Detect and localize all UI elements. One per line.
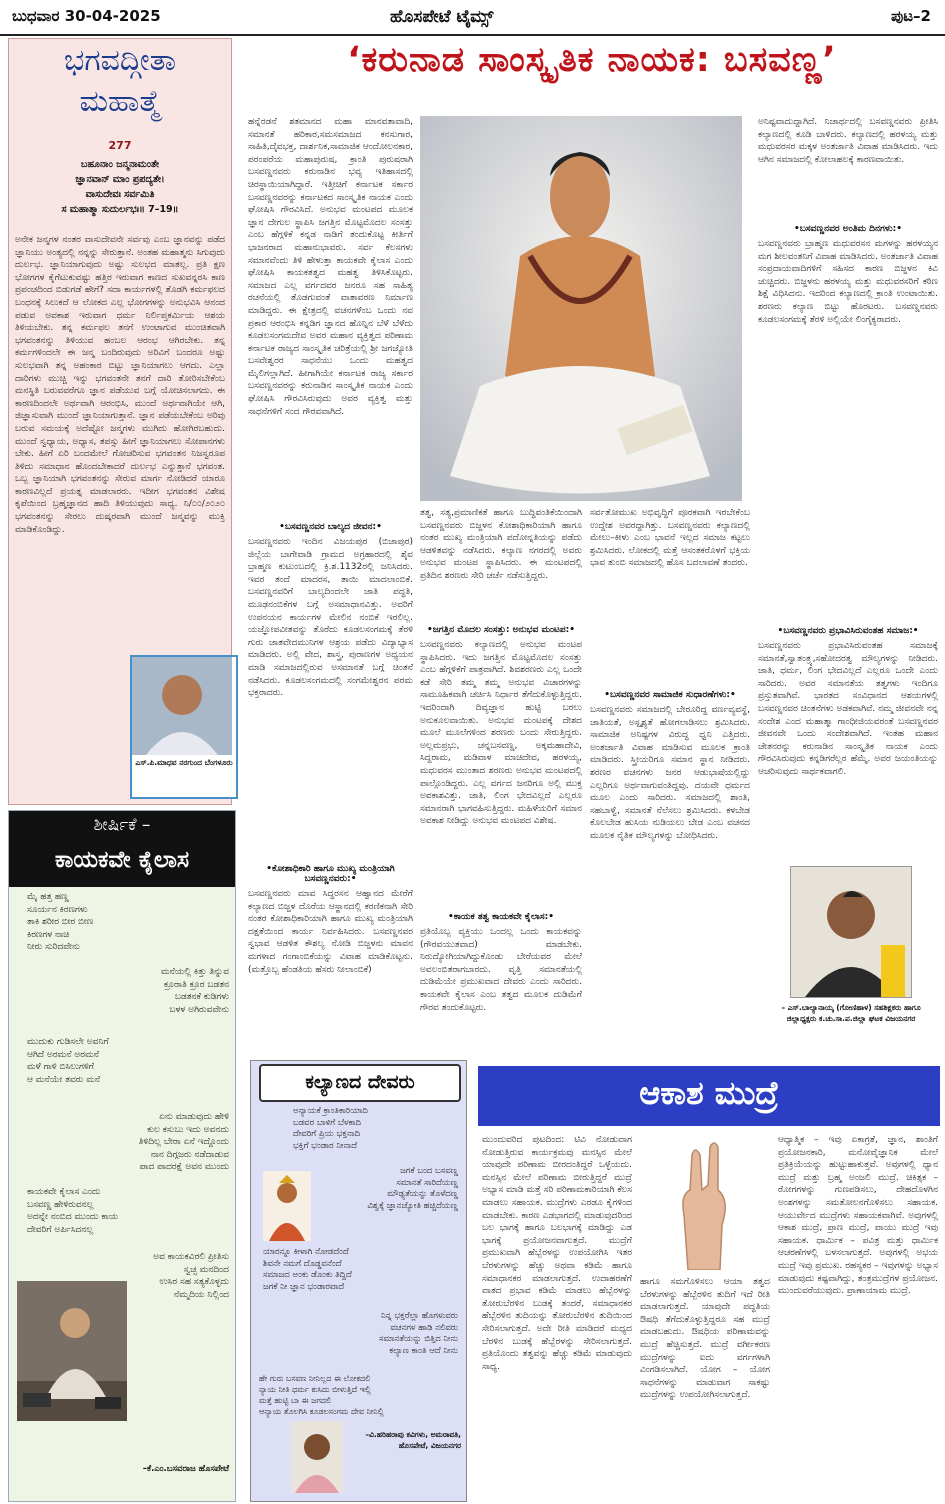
poem-stanza-3: ಮುದುಕು ಗುಡಿಸಲೇ ಅವನಿಗೆ ಆಗಿದೆ ಅರಮನೆ ಅರಮನೆ ಮಳೆ ಗಾಳಿ ಬಿಸಿಲುಗಳಿಗೆ ಆ ಮನೆಯೇ ತವರು ಮನೆ: [27, 1037, 109, 1085]
gita-body: ಅನೇಕ ಜನ್ಮಗಳ ನಂತರ ವಾಸುದೇವನೇ ಸರ್ವವು ಎಂಬ ಜ್ಞಾನವನ್ನು ಪಡೆದ ಜ್ಞಾನಿಯು ಅಂತ್ಯದಲ್ಲಿ ನನ್ನನ್ನು ಸೇರುತ್ತಾನೆ. ಅಂತಹ ಮಹಾತ್ಮನು ಸಿಗುವುದು ದುರ್ಲಭ. ಜ್ಞಾನಿಯಾಗುವುದು ಅಷ್ಟು ಸುಲಭದ ಮಾತಲ್ಲ. ಪ್ರತಿ ಕ್ಷಣ ಭೋಗಗಳ ಕೈಗೆಟುಕುವಷ್ಟು ಹತ್ತಿರ ಇರುವಾಗ ಕಾಣದ ಸುಖವನ್ನರಸಿ ಕಾಣ ಪ್ರಪಂಚದಿಂದ ಬಿಡುಗಡೆ ಹೇಗೆ? ಸದಾ ಕಾರ್ಯಗಳಲ್ಲಿ ತೊಡಗಿ ಕರ್ಮಫಲದ ಬಂಧನಕ್ಕೆ ಸಿಲುಕದೆ ಆ ಲೋಕದ ಎಲ್ಲ ಭೋಗಗಳನ್ನು ಅನುಭವಿಸಿ ಆನಂದ ಪಡುವ ಅವಕಾಶ ಇರುವಾಗ ಧರ್ಮ ನಿರ್ಲಿಪ್ತಕರ್ಮಿಯ ಆಶಯ ತಿಳಿಯಬೇಕು. ತನ್ನ ಕರ್ಮಫಲ ತನಗೆ ಉಂಟಾಗುವ ಮುಂಚಿತವಾಗಿ ಭಗವಂತನನ್ನು ತಿಳಿಯುವ ಹಂಬಲ ಆರಂಭ ಆಗಿರಬೇಕು. ತನ್ನ ಕರ್ಮಗಳಿಂದಲೇ ಈ ಜನ್ಮ ಬಂದಿರುವುದು ಅರಿವಿಗೆ ಬಂದರೂ ಅಷ್ಟು ಸುಲಭವಾಗಿ ತನ್ನ ಅಹಂಕಾರ ಬಿಟ್ಟು ಜ್ಞಾನಿಯಾಗಲು ಆಗದು. ಎಲ್ಲಾ ದಾರಿಗಳು ಮುಚ್ಚಿ ಇನ್ನು ಭಗವಂತನೇ ತನಗೆ ದಾರಿ ತೋರಿಸಬೇಕೆಂಬ ಮನಸ್ಥಿತಿ ಬರುವವರೆಗೂ ಜ್ಞಾನ ಪಡೆಯುವ ಬಗ್ಗೆ ಯೋಚಿಸಲಾಗದು. ಈ ಕಾರಣದಿಂದಲೇ ಅರ್ಥವಾಗಿ ಆರಂಭಿಸಿ, ಮುಂದೆ ಅರ್ಥವಾಗಿಯೇ ಆಗಿ, ಜಿಜ್ಞಾಸುವಾಗಿ ಮುಂದೆ ಜ್ಞಾನಿಯಾಗುತ್ತಾನೆ. ಜ್ಞಾನ ಪಡೆಯಬೇಕೆಂಬ ಅರಿವು ಬರುವ ಸಮಯಕ್ಕೆ ಅದೆಷ್ಟೋ ಜನ್ಮಗಳು ಮುಗಿದು ಹೋಗಿರಬಹುದು. ಮುಂದೆ ಸ್ವಧ್ಯಾಯ, ಅಧ್ಯಾಸ, ತಪಸ್ಸು ಹೀಗೆ ಜ್ಞಾನಿಯಾಗಲು ಸೋಪಾನಗಳು ಬೇಕು. ಹೀಗೆ ಏರಿ ಬಂದಮೇಲೆ ಗೋಚರಿಸುವ ಭಗವಂತನ ನಿಜಸ್ವರೂಪ ತಿಳಿದು ಸಮಾಧಾನ ಹೊಂದಬೇಕಾದರೆ ದುರ್ಲಭ ಎನ್ನುತ್ತಾನೆ ಭಗವಂತ. ಒಬ್ಬ ಜ್ಞಾನಿಯಾಗಿ ಭಗವಂತನನ್ನು ಸೇರುವ ಮಾರ್ಗ ನೋಡಿದರೆ ಯಾರೂ ಕಾರಣವಿಲ್ಲದೆ ಪ್ರಯತ್ನ ಮಾಡಲಾರರು. ಇದೀಗ ಭಗವಂತನ ವಿಶೇಷ ಕೃಪೆಯಿಂದ ಬ್ರಹ್ಮಜ್ಞಾನದ ಹಾದಿ ತಿಳಿಯುವುದು ಸಾಧ್ಯ. ನಿ/೦೦/೨೦೨೦ ಭಗವಂತನನ್ನು ಸೇರಲು ದುಷ್ಕರವಾಗಿ ಮುಂದೆ ಜನ್ಮವನ್ನು ಮುಕ್ತಿ ಮಾಡಿಕೊಂಡಿದ್ದು.: [15, 235, 225, 535]
basavanna-portrait-icon: [420, 116, 742, 501]
poem-title: ಕಾಯಕವೇ ಕೈಲಾಸ: [54, 847, 190, 873]
author-photo-icon: [790, 866, 912, 998]
poem-author: –ಕೆ.ಎಂ.ಬಸವರಾಜ ಹೊಸಪೇಟೆ: [142, 1464, 229, 1474]
kalyana-stanza-3: ಯಾರನ್ನೂ ಕೀಳಾಗಿ ನೋಡದೆಂದೆ ಶಿವನೇ ನಮಗೆ ದೊಡ್ಡವನೆಂದೆ ಸಮಾಜದ ಅಂಕು ಡೊಂಕು ತಿದ್ದಿದೆ ಜಗಕೆ ನೀ ಜ್ಞಾನ ಭಂಡಾರವಾದೆ: [263, 1247, 352, 1292]
gita-title-line2: ಮಹಾತ್ಮೆ: [79, 84, 161, 119]
paper-name: ಹೊಸಪೇಟೆ ಟೈಮ್ಸ್: [390, 7, 494, 27]
akasha-mudra-hand-icon: [640, 1135, 765, 1270]
kalyana-stanza-2: ಜಗಕೆ ಬಂದ ಬಸವಣ್ಣ ಸಮಾನತೆ ಸಾರಿದೆಯಣ್ಣ ಮೌಢ್ಯತೆಯನ್ನು ತೊಳೆದಣ್ಣ ವಿಶ್ವಕ್ಕೆ ಜ್ಞಾನಜ್ಯೋತಿ ಹಚ್ಚಿದೆಯಣ್ಣ: [367, 1166, 458, 1211]
akasha-title-band: [478, 1066, 940, 1126]
masthead: [0, 0, 945, 36]
akasha-title: ಆಕಾಶ ಮುದ್ರೆ: [639, 1074, 779, 1112]
gita-number: 277: [108, 139, 132, 152]
gita-shloka: ಬಹೂನಾಂ ಜನ್ಮನಾಮಂತೇ ಜ್ಞಾನವಾನ್ ಮಾಂ ಪ್ರಪದ್ಯತೇ। ವಾಸುದೇವಃ ಸರ್ವಮಿತಿ ಸ ಮಹಾತ್ಮಾ ಸುದುರ್ಲಭಃ॥ 7–19॥: [61, 159, 179, 215]
page-number: ಪುಟ–2: [891, 7, 931, 25]
akasha-left-text: ಮುಂದುವರಿದ ಪುಟದಿಂದ: ಟಿವಿ ನೋಡುವಾಗ ನೋಡುತ್ತಿರುವ ಕಾರ್ಯಕ್ರಮವು ಮನಸ್ಸಿನ ಮೇಲೆ ಯಾವುದೇ ಪರಿಣಾಮ ಬೀರದಂತಿದ್ದರೆ ಒಳ್ಳೆಯದು. ಮನಸ್ಸಿನ ಮೇಲೆ ಪರಿಣಾಮ ಬೀರುತ್ತಿದ್ದರೆ ಮುದ್ರೆ ಅಭ್ಯಾಸ ಮಾಡಿ ಮತ್ತೆ ಸರಿ ಪರಿಣಾಮಕಾರಿಯಾಗಿ ಕೆಲಸ ಮಾಡಲು ಸಹಾಯಕ. ಮುದ್ರೆಗಳು ಎರಡೂ ಕೈಗಳಿಂದ ಮಾಡಬೇಕು. ಕಾರಣ ಎಡಭಾಗದಲ್ಲಿ ಮಾಡುವುದರಿಂದ ಬಲ ಭಾಗಕ್ಕೆ ಹಾಗೂ ಬಲಭಾಗಕ್ಕೆ ಮಾಡಿದ್ದು ಎಡ ಭಾಗಕ್ಕೆ ಪ್ರಯೋಜನವಾಗುತ್ತದೆ. ಮುದ್ರೆಗೆ ಪ್ರಮುಖವಾಗಿ ಹೆಬ್ಬೆರಳನ್ನು ಉಪಯೋಗಿಸಿ ಇತರ ಬೆರಳುಗಳನ್ನು ಹೆಚ್ಚು ಅಥವಾ ಕಡಿಮೆ ಹಾಗೂ ಸಮಾಧಾನಕರ ಮಾಡಲಾಗುತ್ತದೆ. ಉದಾಹರಣೆಗೆ ವಾತದ ಪ್ರಭಾವ ಕಡಿಮೆ ಮಾಡಲು ಹೆಬ್ಬೆರಳನ್ನು ತೋರುಬೆರಳಿನ ಬುಡಕ್ಕೆ ತಂದರೆ, ಸಮಾಧಾನಕರ ಹೆಬ್ಬೆರಳಿನ ತುದಿಯನ್ನು ತೋರುಬೆರಳಿನ ತುದಿಯಿಂದ ಸೇರಿಸಲಾಗುತ್ತದೆ. ಅದೇ ರೀತಿ ಮಾಡಿದರೆ ಮಧ್ಯದ ಬೆರಳಿನ ಬುಡಕ್ಕೆ ಹೆಬ್ಬೆರಳನ್ನು ಸೇರಿಸಲಾಗುತ್ತದೆ. ಪ್ರತಿಯೊಂದು ತತ್ವವನ್ನು ಹೆಚ್ಚು ಕಡಿಮೆ ಮಾಡುವುದು ಸಾಧ್ಯ.: [482, 1135, 632, 1372]
poem-header-band: [9, 811, 235, 887]
kalyana-stanza-4: ನಿನ್ನ ಭಕ್ತರೆಲ್ಲಾ ಹೊಗಳುವರು ವಚನಗಳ ಹಾಡಿ ನಲಿವರು ಸಮಾನತೆಯನ್ನು ಬಿತ್ತಿದ ನೀನು ಕಲ್ಯಾಣ ಕಾಂತಿ ಆದೆ ನೀನು: [378, 1311, 458, 1356]
main-headline: ‘ಕರುನಾಡ ಸಾಂಸ್ಕೃತಿಕ ನಾಯಕ: ಬಸವಣ್ಣ’: [347, 40, 837, 80]
author-photo-icon: [132, 657, 232, 755]
kalyana-author: –ವಿ.ಹರಿಹರಾವು ಕವಿಗಳು, ಅಮರಾವತಿ, ಹೊಸಪೇಟೆ, ವಿಜಯನಗರ: [365, 1430, 461, 1450]
article-col-3: ಸರ್ವತೋಮುಖ ಅಭಿವೃದ್ಧಿಗೆ ಪೂರಕವಾಗಿ ಇರಬೇಕೆಂಬ ಉದ್ದೇಶ ಅವರದ್ದಾಗಿತ್ತು. ಬಸವಣ್ಣನವರು ಕಲ್ಯಾಣದಲ್ಲಿ ಮೇಲು–ಕೀಳು ಎಂಬ ಭಾವನೆ ಇಲ್ಲದ ಸಮಾಜ ಕಟ್ಟಲು ಶ್ರಮಿಸಿದರು. ಲೋಕದಲ್ಲಿ ಮತ್ತೆ ಆಸಂತಕರೊಳಗೆ ಭಕ್ತಿಯ ಭಾವ ತುಂಬಿ ಸಮಾಜದಲ್ಲಿ ಹೊಸ ಬದಲಾವಣೆ ತಂದರು. •ಬಸವಣ್ಣನವರ ಸಾಮಾಜಿಕ ಸುಧಾರಣೆಗಳು:• ಬಸವಣ್ಣನವರು ಸಮಾಜದಲ್ಲಿ ಬೇರೂರಿದ್ದ ವರ್ಣವ್ಯವಸ್ಥೆ, ಜಾತಿಯತೆ, ಅಸ್ಪೃಶ್ಯತೆ ಹೋಗಲಾಡಿಸಲು ಶ್ರಮಿಸಿದರು. ಸಾಮಾಜಿಕ ಅನಿಷ್ಟಗಳ ವಿರುದ್ಧ ಧ್ವನಿ ಎತ್ತಿದರು. ಅಂತರ್ಜಾತಿ ವಿವಾಹ ಮಾಡಿಸುವ ಮೂಲಕ ಕ್ರಾಂತಿ ಮಾಡಿದರು. ಸ್ತ್ರೀಯರಿಗೂ ಸಮಾನ ಸ್ಥಾನ ನೀಡಿದರು. ಶರಣರ ವಚನಗಳು ಜನರ ಆಡುಭಾಷೆಯಲ್ಲಿದ್ದು ಎಲ್ಲರಿಗೂ ಅರ್ಥವಾಗುವಂತಿದ್ದವು. ದಯವೇ ಧರ್ಮದ ಮೂಲ ಎಂದು ಸಾರಿದರು. ಸಮಾಜದಲ್ಲಿ ಶಾಂತಿ, ಸಹಬಾಳ್ವೆ, ಸಮಾನತೆ ನೆಲೆಸಲು ಶ್ರಮಿಸಿದರು. ಕಳಬೇಡ ಕೊಲಬೇಡ ಹುಸಿಯ ನುಡಿಯಲು ಬೇಡ ಎಂಬ ವಚನದ ಮೂಲಕ ನೈತಿಕ ಮೌಲ್ಯಗಳನ್ನು ಬೋಧಿಸಿದರು.: [590, 508, 750, 841]
kalyana-stanza-5: ಹೇ ಗುರು ಬಸವಣ ನೀನಿಲ್ಲದ ಈ ಲೋಕದಲಿ ನ್ಯಾಯ ನೀತಿ ಧರ್ಮ ಕುಸಿದು ಬೀಳುತ್ತಿದೆ ಇಲ್ಲಿ ಮತ್ತೆ ಹುಟ್ಟಿ ಬಾ ಈ ಜಗದಲಿ ಆನ್ಯಾಯ ತೊಲಗಿಸಿ ಕೂಡಲಸಂಗಮ ದೇವ ನೀನಿಲ್ಲಿ: [259, 1374, 384, 1416]
poem-box: [8, 810, 236, 1502]
kalyana-poem-box: [250, 1060, 467, 1502]
poem-stanza-5: ಕಾಯಕವೇ ಕೈಲಾಸ ಎಂದು ಬಸವಣ್ಣ ಹೇಳಿರುವನಲ್ಲ ಅದನ್ನೇ ನಂಬಿದ ಮುಂದು ಕಾಯ ದೇವರಿಗೆ ಅರ್ಪಿಸಿದನಲ್ಲ: [27, 1187, 119, 1235]
gita-author-box: [130, 655, 238, 799]
cobbler-photo-icon: [17, 1281, 127, 1421]
article-author-box: [770, 866, 932, 1066]
kalyana-author-photo-icon: [291, 1421, 343, 1493]
basavanna-small-icon: [263, 1171, 311, 1241]
gita-author-caption: ಎಸ್.ಪಿ.ಮಾಧವ ನರಗುಂದ ಬೆಂಗಳೂರು: [135, 758, 233, 767]
gita-title-line1: ಭಗವದ್ಗೀತಾ: [63, 43, 177, 78]
poem-stanza-2: ಮನೆಯಲ್ಲಿ ಕಿತ್ತು ತಿನ್ನುವ ಕ್ರೂರಾತಿ ಕ್ರೂರ ಬಡತನ ಬಡತನಕೆ ಕುಡಿಗಳು ಬಳಳ ಅಗಿರುವವೇನು: [160, 967, 229, 1015]
article-col-4: ಅನಿಷ್ಟವಾದುದ್ದಾಗಿದೆ. ನಿಜಾರ್ಥದಲ್ಲಿ ಬಸವಣ್ಣನವರು ಪ್ರೀತಿಸಿ ಕಲ್ಯಾಣದಲ್ಲಿ ಕೂಡಿ ಬಾಳಿದರು. ಕಲ್ಯಾಣದಲ್ಲಿ ಹರಳಯ್ಯ ಮತ್ತು ಮಧುವರಸರ ಮಕ್ಕಳ ಅಂತರ್ಜಾತಿ ವಿವಾಹ ಮಾಡಿಸಿದರು. ಇದು ಆಗಿನ ಸಮಾಜದಲ್ಲಿ ಕೋಲಾಹಲಕ್ಕೆ ಕಾರಣವಾಯಿತು. •ಬಸವಣ್ಣನವರ ಅಂತಿಮ ದಿನಗಳು:• ಬಸವಣ್ಣನವರು ಬ್ರಾಹ್ಮಣ ಮಧುವರಸನ ಮಗಳನ್ನು ಹರಳಯ್ಯನ ಮಗ ಶೀಲವಂತನಿಗೆ ವಿವಾಹ ಮಾಡಿಸಿದರು. ಅಂತರ್ಜಾತಿ ವಿವಾಹ ಸಂಪ್ರದಾಯವಾದಿಗಳಿಗೆ ಸಹಿಸದ ಕಾರಣ ಬಿಜ್ಜಳನ ಕಿವಿ ಚುಚ್ಚಿದರು. ಬಿಜ್ಜಳನು ಹರಳಯ್ಯ ಮತ್ತು ಮಧುವರಸರಿಗೆ ಕಠಿಣ ಶಿಕ್ಷೆ ವಿಧಿಸಿದನು. ಇದರಿಂದ ಕಲ್ಯಾಣದಲ್ಲಿ ಕ್ರಾಂತಿ ಉಂಟಾಯಿತು. ಶರಣರು ಕಲ್ಯಾಣ ಬಿಟ್ಟು ಹೊರಟರು. ಬಸವಣ್ಣನವರು ಕೂಡಲಸಂಗಮಕ್ಕೆ ತೆರಳಿ ಅಲ್ಲಿಯೇ ಲಿಂಗೈಕ್ಯರಾದರು. •ಬಸವಣ್ಣನವರು ಪ್ರಭಾವಿಸಿರುವಂತಹ ಸಮಾಜ:• ಬಸವಣ್ಣನವರು ಪ್ರಭಾವಿಸಿರುವಂತಹ ಸಮಾಜಕ್ಕೆ ಸಮಾನತೆ,ಸ್ವಾತಂತ್ರ್ಯ,ಸಹೋದರತ್ವ ಮೌಲ್ಯಗಳನ್ನು ನೀಡಿದರು. ಜಾತಿ, ಧರ್ಮ, ಲಿಂಗ ಭೇದವಿಲ್ಲದೆ ಎಲ್ಲರೂ ಒಂದೇ ಎಂದು ಸಾರಿದರು. ಅವರ ಸಮಾನತೆಯ ತತ್ವಗಳು ಇಂದಿಗೂ ಪ್ರಸ್ತುತವಾಗಿವೆ. ಭಾರತದ ಸಂವಿಧಾನದ ಆಶಯಗಳಲ್ಲಿ ಬಸವಣ್ಣನವರ ಚಿಂತನೆಗಳು ಅಡಕವಾಗಿವೆ. ನಮ್ಮ ಜೀವನವೇ ನನ್ನ ಸಂದೇಶ ಎಂದ ಮಹಾತ್ಮಾ ಗಾಂಧೀಜಿಯವರಂತೆ ಬಸವಣ್ಣನವರ ಜೀವನವೇ ಒಂದು ಸಂದೇಶವಾಗಿದೆ. ಇಂತಹ ಮಹಾನ ಚೇತನರನ್ನು ಕರುನಾಡಿನ ಸಾಂಸ್ಕೃತಿಕ ನಾಯಕ ಎಂದು ಗೌರವಿಸಿರುವುದು ಕನ್ನಡಿಗರೆಲ್ಲರ ಹೆಮ್ಮೆ. ಅವರ ಜಯಂತಿಯನ್ನು ಆಚರಿಸುವುದು ಸಾರ್ಥಕವಾಗಲಿ.: [758, 117, 938, 777]
akasha-mid-text: ಹಾಗೂ ಸಮಗೊಳಿಸಲು ಆಯಾ ತತ್ವದ ಬೆರಳುಗಳನ್ನು ಹೆಬ್ಬೆರಳಿನ ತುದಿಗೆ ಇದೆ ರೀತಿ ಮಾಡಲಾಗುತ್ತದೆ. ಯಾವುದೇ ಪದ್ಧತಿಯ ಔಷಧಿ ತೆಗೆದುಕೊಳ್ಳುತ್ತಿದ್ದರೂ ಸಹ ಮುದ್ರೆ ಮಾಡಬಹುದು. ಔಷಧಿಯ ಪರಿಣಾಮವನ್ನು ಮುದ್ರೆ ಹೆಚ್ಚಿಸುತ್ತದೆ. ಮುದ್ರೆ ವರ್ಗೀಕರಣ ಮುದ್ರೆಗಳನ್ನು ಐದು ವರ್ಗಗಳಾಗಿ ವಿಂಗಡಿಸಲಾಗಿದೆ. ಯೋಗ – ಯೋಗ ಸಾಧನೆಗಳನ್ನು ಮಾಡುವಾಗ ಸಾಕಷ್ಟು ಮುದ್ರೆಗಳನ್ನು ಉಪಯೋಗಿಸಲಾಗುತ್ತದೆ.: [640, 1277, 770, 1401]
article-col-1: ಹನ್ನೆರಡನೆ ಶತಮಾನದ ಮಹಾ ಮಾನವತಾವಾದಿ, ಸಮಾನತೆ ಹರಿಕಾರ,ಸಮಸಮಾಜದ ಕನಸುಗಾರ, ಸಾಹಿತಿ,ದೈವಭಕ್ತ, ದಾರ್ಶನಿಕ,ಸಾಮಾಜಿಕ ಆಂದೋಲನಕಾರ, ಪರಂಪರೆಯ ಮಹಾಪುರುಷ, ಕ್ರಾಂತಿ ಪುರುಷರಾಗಿ ಬಸವಣ್ಣನವರು ಕರುನಾಡಿನ ಭವ್ಯ ಇತಿಹಾಸದಲ್ಲಿ ಚಿರಸ್ಥಾಯಿಯಾಗಿದ್ದಾರೆ. ಇತ್ತೀಚಿಗೆ ಕರ್ನಾಟಕ ಸರ್ಕಾರ ಬಸವಣ್ಣನವರನ್ನು ಕರ್ನಾಟಕದ ಸಾಂಸ್ಕೃತಿಕ ನಾಯಕ ಎಂದು ಘೋಷಿಸಿ ಗೌರವಿಸಿದೆ. ಅನುಭವ ಮಂಟಪದ ಮೂಲಕ ಜ್ಞಾನ ದೇಗುಲ ಸ್ಥಾಪಿಸಿ ಜಗತ್ತಿನ ಮೊಟ್ಟಮೊದಲ ಸಂಸತ್ತು ಎಂಬ ಹೆಗ್ಗಳಿಕೆ ಕನ್ನಡ ನಾಡಿಗೆ ತಂದುಕೊಟ್ಟ ಕೀರ್ತಿಗೆ ಭಾಜನರಾದ ಮಹಾನುಭಾವರು. ಸರ್ವ ಕೆಲಸಗಳು ಸಮಾನವೆಂದು ತಿಳಿ ಹೇಳುತ್ತಾ ಕಾಯಕವೇ ಕೈಲಾಸ ಎಂದು ಘೋಷಿಸಿ ಕಾಯಕತತ್ವದ ಮಹತ್ವ ತಿಳಿಸಿಕೊಟ್ಟರು. ಸಮಾಜದ ಎಲ್ಲ ವರ್ಗದವರ ಜನರೂ ಸಹ ಸಾಹಿತ್ಯ ರಚನೆಯಲ್ಲಿ ತೊಡಗುವಂತೆ ವಾತಾವರಣ ನಿರ್ಮಾಣ ಮಾಡಿದ್ದರು. ಈ ಕ್ಷೇತ್ರದಲ್ಲಿ ವಚನಗಳೆಂಬ ಒಂದು ನವ ಪ್ರಕಾರ ಆರಂಭಿಸಿ ಕನ್ನಡಿಗ ಜ್ಞಾನದ ಹೊನ್ನಿನ ಬೆಳೆ ಬೆಳೆದು ಕೂಡಲಸಂಗಮದೇವ ಅವರ ಮಹಾನ ವ್ಯಕ್ತಿತ್ವದ ಪರಿಣಾಮ ಕರ್ನಾಟಕ ರಾಜ್ಯದ ಸಾಂಸ್ಕೃತಿಕ ಚರಿತ್ರೆಯಲ್ಲಿ ಶ್ರೀ ಜಗಜ್ಯೋತಿ ಬಸವೇಶ್ವರರ ಸಾಧನೆಯು ಒಂದು ಮಹತ್ವದ ಮೈಲಿಗಲ್ಲಾಗಿದೆ. ಹೀಗಾಗಿಯೇ ಕರ್ನಾಟಕ ರಾಜ್ಯ ಸರ್ಕಾರ ಬಸವಣ್ಣನವರನ್ನು ಕರುನಾಡಿನ ಸಾಂಸ್ಕೃತಿಕ ನಾಯಕ ಎಂದು ಘೋಷಿಸಿ ಗೌರವಿಸಿರುವುದು ಅವರ ವ್ಯಕ್ತಿತ್ವ ಮತ್ತು ಸಾಧನೆಗಳಿಗೆ ಸಂದ ಗೌರವವಾಗಿದೆ. •ಬಸವಣ್ಣನವರ ಬಾಲ್ಯದ ಜೀವನ:• ಬಸವಣ್ಣನವರು ಇಂದಿನ ವಿಜಯಪುರ (ಬಿಜಾಪುರ) ಜಿಲ್ಲೆಯ ಬಾಗೇವಾಡಿ ಗ್ರಾಮದ ಅಗ್ರಹಾರದಲ್ಲಿ ಶೈವ ಬ್ರಾಹ್ಮಣ ಕುಟುಂಬದಲ್ಲಿ ಕ್ರಿ.ಶ.1132ರಲ್ಲಿ ಜನಿಸಿದರು. ಇವರ ತಂದೆ ಮಾದರಸ, ತಾಯಿ ಮಾದಲಾಂಬಿಕೆ. ಬಸವಣ್ಣನವರಿಗೆ ಬಾಲ್ಯದಿಂದಲೇ ಜಾತಿ ಪದ್ಧತಿ, ಮೂಢನಂಬಿಕೆಗಳ ಬಗ್ಗೆ ಅಸಮಾಧಾನವಿತ್ತು. ಅವರಿಗೆ ಉಪನಯನ ಕಾರ್ಯಗಳ ಮೇಲಿನ ನಂಬಿಕೆ ಇರಲಿಲ್ಲ. ಯಜ್ಞೋಪವೀತವನ್ನು ತೊರೆದು ಕೂಡಲಸಂಗಮಕ್ಕೆ ತೆರಳಿ ಗುರು ಜಾತವೇದಮುನಿಗಳ ಆಶ್ರಯ ಪಡೆದು ವಿದ್ಯಾಭ್ಯಾಸ ಮಾಡಿದರು. ಅಲ್ಲಿ ವೇದ, ಶಾಸ್ತ್ರ, ಪುರಾಣಗಳ ಅಧ್ಯಯನ ಮಾಡಿ ಸಮಾಜದಲ್ಲಿರುವ ಅಸಮಾನತೆ ಬಗ್ಗೆ ಚಿಂತನೆ ನಡೆಸಿದರು. ಕೂಡಲಸಂಗಮದಲ್ಲಿ ಸಂಗಮೇಶ್ವರನ ಪರಮ ಭಕ್ತರಾದರು. •ಕೋಶಾಧಿಕಾರಿ ಹಾಗೂ ಮುಖ್ಯ ಮಂತ್ರಿಯಾಗಿ ಬಸವಣ್ಣನವರು:• ಬಸವಣ್ಣನವರು ಮಾವ ಸಿದ್ಧರಸನ ಆಹ್ವಾನದ ಮೇರೆಗೆ ಕಲ್ಯಾಣದ ಬಿಜ್ಜಳ ದೊರೆಯ ಆಸ್ಥಾನದಲ್ಲಿ ಕರಣಿಕನಾಗಿ ಸೇರಿ ನಂತರ ಕೋಶಾಧಿಕಾರಿಯಾಗಿ ಹಾಗೂ ಮುಖ್ಯ ಮಂತ್ರಿಯಾಗಿ ದಕ್ಷತೆಯಿಂದ ಕಾರ್ಯ ನಿರ್ವಹಿಸಿದರು. ಬಸವಣ್ಣನವರ ಸ್ವಭಾವ ಆಡಳಿತ ಕೌಶಲ್ಯ ನೋಡಿ ಬಿಜ್ಜಳನು ಮಾವನ ಮಗಳಾದ ಗಂಗಾಂಬಿಕೆಯನ್ನು ವಿವಾಹ ಮಾಡಿಕೊಟ್ಟನು. (ಮತ್ತೊಬ್ಬ ಹೆಂಡತಿಯ ಹೆಸರು ನೀಲಾಂಬಿಕೆ): [248, 117, 413, 975]
poem-stanza-6: ಅವ ಕಾಯಕವಿರಲಿ ಪ್ರೀತಿಸು ಸ್ವಚ್ಛ ಮನದಿಂದ ಉಸಿರ ಸಹ ಸತ್ಯಕೊಳ್ಳದು ನೆಮ್ಮದಿಯ ನಿಲ್ಲಿಂದ: [153, 1252, 229, 1300]
kalyana-stanza-1: ಅನ್ಯಾಯಕೆ ಕ್ರಾಂತಿಕಾರಿಯಾದಿ ಬಡವರ ಬಾಳಿಗೆ ಬೆಳಕಾದಿ ದೇವರಿಗೆ ಪ್ರಿಯ ಭಕ್ತನಾದಿ ಭಕ್ತಿಗೆ ಭಂಡಾರ ನೀನಾದೆ: [293, 1106, 368, 1151]
akasha-right-text: ಆಧ್ಯಾತ್ಮಿಕ – ಇವು ಏಕಾಗ್ರತೆ, ಜ್ಞಾನ, ಶಾಂತಿಗೆ ಪ್ರಯೋಜನಕಾರಿ, ಮನೋವೈಜ್ಞಾನಿಕ ಮೇಲೆ ಪ್ರತಿಕ್ರಿಯೆಯನ್ನು ಹುಟ್ಟುಹಾಕುತ್ತವೆ. ಅವುಗಳಲ್ಲಿ ಧ್ಯಾನ ಮುದ್ರೆ ಮತ್ತು ಬ್ರಹ್ಮ ಅಂಜಲಿ ಮುದ್ರೆ. ಚಿಕಿತ್ಸಕ – ರೋಗಗಳನ್ನು ಗುಣಪಡಿಸಲು, ದೇಹದೊಳಗಿನ ಅಂಶಗಳನ್ನು ಸಮತೋಲನಗೊಳಿಸಲು ಸಹಾಯಕ. ಆಯುರ್ವೇದ ಮುದ್ರೆಗಳು ಸಹಾಯಕವಾಗಿವೆ. ಅವುಗಳಲ್ಲಿ ಆಕಾಶ ಮುದ್ರೆ, ಪ್ರಾಣ ಮುದ್ರೆ, ವಾಯು ಮುದ್ರೆ ಇವು ಸಹಾಯಕ. ಧಾರ್ಮಿಕ – ಪವಿತ್ರ ಮತ್ತು ಧಾರ್ಮಿಕ ಆಚರಣೆಗಳಲ್ಲಿ ಬಳಸಲಾಗುತ್ತದೆ. ಅವುಗಳಲ್ಲಿ ಅಭಯ ಮುದ್ರೆ ಇವು ಪ್ರಮುಖ. ರಹಸ್ಯಕರ – ಇವುಗಳನ್ನು ಅಭ್ಯಾಸ ಮಾಡುವುದು ಕಷ್ಟವಾಗಿದ್ದು, ತಂತ್ರಮುದ್ರೆಗಳ ಪ್ರಯೋಜನ. ಮುಂದುವರೆಯುವುದು. ಪ್ರಾಣಾಯಾಮ ಮುದ್ರೆ.: [778, 1135, 938, 1297]
kalyana-poem-title: ಕಲ್ಯಾಣದ ದೇವರು: [259, 1064, 461, 1102]
article-col-2: ತತ್ವ, ಸತ್ಯ,ಪ್ರಮಾಣಿಕತೆ ಹಾಗೂ ಬುದ್ಧಿವಂತಿಕೆಯಿಂದಾಗಿ ಬಸವಣ್ಣನವರು ಬಿಜ್ಜಳನ ಕೋಶಾಧಿಕಾರಿಯಾಗಿ ಹಾಗೂ ನಂತರ ಮುಖ್ಯ ಮಂತ್ರಿಯಾಗಿ ಪದೋನ್ನತಿಯನ್ನು ಪಡೆದು ಆಡಳಿತವನ್ನು ನಡೆಸಿದರು. ಕಲ್ಯಾಣ ನಗರದಲ್ಲಿ ಅವರು ಅನುಭವ ಮಂಟಪ ಸ್ಥಾಪಿಸಿದರು. ಈ ಮಂಟಪದಲ್ಲಿ ಪ್ರತಿದಿನ ಶರಣರು ಸೇರಿ ಚರ್ಚೆ ನಡೆಸುತ್ತಿದ್ದರು. •ಜಗತ್ತಿನ ಮೊದಲ ಸಂಸತ್ತು: ಅನುಭವ ಮಂಟಪ:• ಬಸವಣ್ಣನವರು ಕಲ್ಯಾಣದಲ್ಲಿ ಅನುಭವ ಮಂಟಪ ಸ್ಥಾಪಿಸಿದರು. ಇದು ಜಗತ್ತಿನ ಮೊಟ್ಟಮೊದಲ ಸಂಸತ್ತು ಎಂಬ ಹೆಗ್ಗಳಿಕೆಗೆ ಪಾತ್ರವಾಗಿದೆ. ಶಿವಶರಣರು ಎಲ್ಲ ಒಂದೇ ಕಡೆ ಸೇರಿ ತಮ್ಮ ತಮ್ಮ ಅನುಭವ ವಿಚಾರಗಳನ್ನು ಸಾಮೂಹಿಕವಾಗಿ ಚರ್ಚಿಸಿ ನಿರ್ಧಾರ ತೆಗೆದುಕೊಳ್ಳುತ್ತಿದ್ದರು. ಇದರಿಂದಾಗಿ ದಿವ್ಯಜ್ಞಾನ ಹುಟ್ಟಿ ಬರಲು ಅನುಕೂಲವಾಯಿತು. ಅನುಭವ ಮಂಟಪಕ್ಕೆ ದೇಶದ ಮೂಲೆ ಮೂಲೆಗಳಿಂದ ಶರಣರು ಬಂದು ಸೇರುತ್ತಿದ್ದರು. ಅಲ್ಲಮಪ್ರಭು, ಚನ್ನಬಸವಣ್ಣ, ಅಕ್ಕಮಹಾದೇವಿ, ಸಿದ್ದರಾಮ, ಮಡಿವಾಳ ಮಾಚಿದೇವ, ಹರಳಯ್ಯ, ಮಧುವರಸ ಮುಂತಾದ ಶರಣರು ಅನುಭವ ಮಂಟಪದಲ್ಲಿ ಪಾಲ್ಗೊಂಡಿದ್ದರು. ಎಲ್ಲ ವರ್ಗದ ಜನರಿಗೂ ಅಲ್ಲಿ ಮುಕ್ತ ಅವಕಾಶವಿತ್ತು. ಜಾತಿ, ಲಿಂಗ ಭೇದವಿಲ್ಲದೆ ಎಲ್ಲರೂ ಸಮಾನರಾಗಿ ಭಾಗವಹಿಸುತ್ತಿದ್ದರು. ಮಹಿಳೆಯರಿಗೆ ಸಮಾನ ಅವಕಾಶ ನೀಡಿದ್ದು ಅನುಭವ ಮಂಟಪದ ವಿಶೇಷ. •ಕಾಯಕ ತತ್ವ ಕಾಯಕವೇ ಕೈಲಾಸ:• ಪ್ರತಿಯೊಬ್ಬ ವ್ಯಕ್ತಿಯು ಒಂದಲ್ಲ ಒಂದು ಕಾಯಕವನ್ನು (ಗೌರವಯುತವಾದ) ಮಾಡಬೇಕು. ನಿರುದ್ಯೋಗಿಯಾಗಿದ್ದುಕೊಂಡು ಬೇರೆಯವರ ಮೇಲೆ ಅವಲಂಬಿತರಾಗಬಾರದು. ವೃತ್ತಿ ಸಮಾನತೆಯಲ್ಲಿ ದುಡಿಮೆಯೇ ಪ್ರಮುಖವಾದ ದೇವರು ಎಂದು ಸಾರಿದರು. ಕಾಯಕವೇ ಕೈಲಾಸ ಎಂಬ ತತ್ವದ ಮೂಲಕ ದುಡಿಮೆಗೆ ಗೌರವ ತಂದುಕೊಟ್ಟರು.: [420, 508, 582, 1013]
poem-stanza-1: ಮೈ ಹತ್ತ ಹಣ್ಣ ಸೂರ್ಯನ ಕಿರಣಗಳು ತಾಕಿ ಶರೀರ ಬೀರ ಬೀಣ ಕಿರಣಗಳ ನಾಚಿ ನೀರು ಸುರಿದವೇನು: [27, 892, 94, 953]
poem-heading-label: ಶೀರ್ಷಿಕೆ –: [93, 815, 151, 835]
article-author-caption: – ಎಸ್.ಬಾಲ್ಯಾನಾಯ್ಕ (ಗೋಣಿಹಾಳ) ಸಹಶಿಕ್ಷಕರು ಹಾಗೂ ಜಿಲ್ಲಾಧ್ಯಕ್ಷರು ಕ.ಚು.ಸಾ.ಪ.ಜಿಲ್ಲಾ ಘಟಕ ವಿಜಯನಗರ: [781, 1003, 921, 1023]
poem-stanza-4: ಏನು ಮಾಡುವುದು ಹೇಳಿ ಕುಲ ಕಸುಬು ಇದು ಅವನದು ತಿಳಿದಿಲ್ಲ ಬೇರಾ ಏನೆ ಇದ್ದೊಂದು ನಾನ ದಿಗ್ಗಜರು ನಡೆದಾಡುವ ಪಾದ ಪಾದರಕ್ಷೆ ಅವನ ಮುಂದು: [138, 1112, 229, 1173]
issue-date: ಬುಧವಾರ 30-04-2025: [12, 7, 161, 25]
